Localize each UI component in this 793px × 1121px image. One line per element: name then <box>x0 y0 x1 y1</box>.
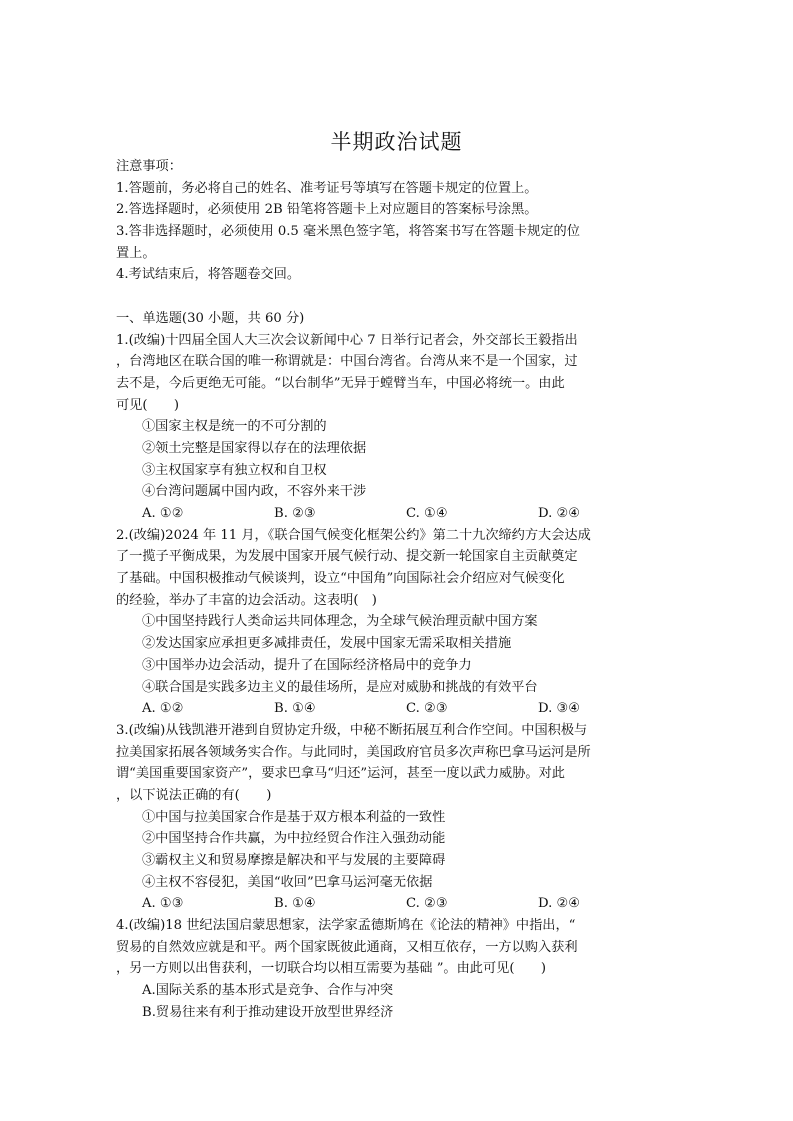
question-2 <box>116 525 681 720</box>
statement-option: ②发达国家应承担更多减排责任，发展中国家无需采取相关措施 <box>142 636 512 652</box>
question-stem: ，以下说法正确的有( ) <box>116 787 272 803</box>
question-1 <box>116 330 681 525</box>
question-stem: 了一揽子平衡成果，为发展中国家开展气候行动、提交新一轮国家自主贡献奠定 <box>116 549 578 565</box>
choice-b: B. ①④ <box>274 896 316 912</box>
notice-item: 置上。 <box>116 245 156 261</box>
choice-a: A. ①② <box>142 506 184 521</box>
notice-item: 3.答非选择题时，必须使用 0.5 毫米黑色签字笔，将答案书写在答题卡规定的位 <box>116 224 580 240</box>
question-stem: 4.(改编)18 世纪法国启蒙思想家，法学家孟德斯鸠在《论法的精神》中指出，“ <box>116 918 576 934</box>
spacer <box>116 286 681 308</box>
page-title: 半期政治试题 <box>330 130 463 154</box>
question-3 <box>116 720 681 915</box>
choice-b: B. ②③ <box>274 506 316 521</box>
answer-choices <box>116 698 681 720</box>
question-stem: 谓“美国重要国家资产”，要求巴拿马“归还”运河，甚至一度以武力威胁。对此 <box>116 766 565 782</box>
choice-b: B. ①④ <box>274 701 316 717</box>
statement-option: ②中国坚持合作共赢，为中拉经贸合作注入强劲动能 <box>142 831 446 847</box>
question-stem: ，另一方则以出售获利，一切联合均以相互需要为基础 ”。由此可见( ) <box>116 961 547 977</box>
question-stem: 去不是，今后更绝无可能。“以台制华”无异于螳臂当车，中国必将统一。由此 <box>116 375 565 391</box>
section-heading: 一、单选题(30 小题，共 60 分) <box>116 310 305 326</box>
choice-d: D. ②④ <box>538 506 581 521</box>
statement-option: ③霸权主义和贸易摩擦是解决和平与发展的主要障碍 <box>142 853 446 868</box>
answer-choices <box>116 503 681 525</box>
question-stem: 可见( ) <box>116 397 180 413</box>
choice-d: D. ②④ <box>538 896 581 912</box>
statement-option: ④台湾问题属中国内政，不容外来干涉 <box>142 484 367 500</box>
question-stem: ，台湾地区在联合国的唯一称谓就是：中国台湾省。台湾从来不是一个国家，过 <box>116 354 578 370</box>
question-4 <box>116 915 681 1023</box>
answer-option: B.贸易往来有利于推动建设开放型世界经济 <box>142 1004 394 1020</box>
question-stem: 拉美国家拓展各领域务实合作。与此同时，美国政府官员多次声称巴拿马运河是所 <box>116 744 591 760</box>
question-stem: 3.(改编)从钱凯港开港到自贸协定升级，中秘不断拓展互利合作空间。中国积极与 <box>116 722 588 738</box>
choice-c: C. ②③ <box>406 896 448 912</box>
statement-option: ③中国举办边会活动，提升了在国际经济格局中的竞争力 <box>142 657 472 673</box>
statement-option: ④联合国是实践多边主义的最佳场所，是应对威胁和挑战的有效平台 <box>142 679 538 695</box>
statement-option: ④主权不容侵犯，美国“收回”巴拿马运河毫无依据 <box>142 874 433 890</box>
exam-content <box>116 156 681 1024</box>
statement-option: ③主权国家享有独立权和自卫权 <box>142 462 327 478</box>
notice-heading: 注意事项： <box>116 159 182 174</box>
statement-option: ①中国坚持践行人类命运共同体理念，为全球气候治理贡献中国方案 <box>142 614 538 630</box>
notice-item: 1.答题前，务必将自己的姓名、准考证号等填写在答题卡规定的位置上。 <box>116 180 538 196</box>
choice-c: C. ②③ <box>406 701 448 717</box>
choice-a: A. ①③ <box>142 896 184 912</box>
notice-item: 4.考试结束后，将答题卷交回。 <box>116 267 301 283</box>
statement-option: ①国家主权是统一的不可分割的 <box>142 419 327 435</box>
choice-d: D. ③④ <box>538 701 581 717</box>
choice-c: C. ①④ <box>406 506 448 521</box>
choice-a: A. ①② <box>142 701 184 717</box>
question-stem: 2.(改编)2024 年 11 月，《联合国气候变化框架公约》第二十九次缔约方大会达成 <box>116 527 591 543</box>
statement-option: ①中国与拉美国家合作是基于双方根本利益的一致性 <box>142 809 446 825</box>
question-stem: 的经验，举办了丰富的边会活动。这表明( ) <box>116 592 377 608</box>
question-stem: 了基础。中国积极推动气候谈判，设立“中国角”向国际社会介绍应对气候变化 <box>116 571 565 587</box>
question-stem: 贸易的自然效应就是和平。两个国家既彼此通商，又相互依存，一方以购入获利 <box>116 939 578 955</box>
question-stem: 1.(改编)十四届全国人大三次会议新闻中心 7 日举行记者会，外交部长王毅指出 <box>116 332 578 348</box>
answer-option: A.国际关系的基本形式是竞争、合作与冲突 <box>142 983 394 999</box>
statement-option: ②领土完整是国家得以存在的法理依据 <box>142 440 367 456</box>
notice-item: 2.答选择题时，必须使用 2B 铅笔将答题卡上对应题目的答案标号涂黑。 <box>116 202 538 218</box>
answer-choices <box>116 893 681 915</box>
